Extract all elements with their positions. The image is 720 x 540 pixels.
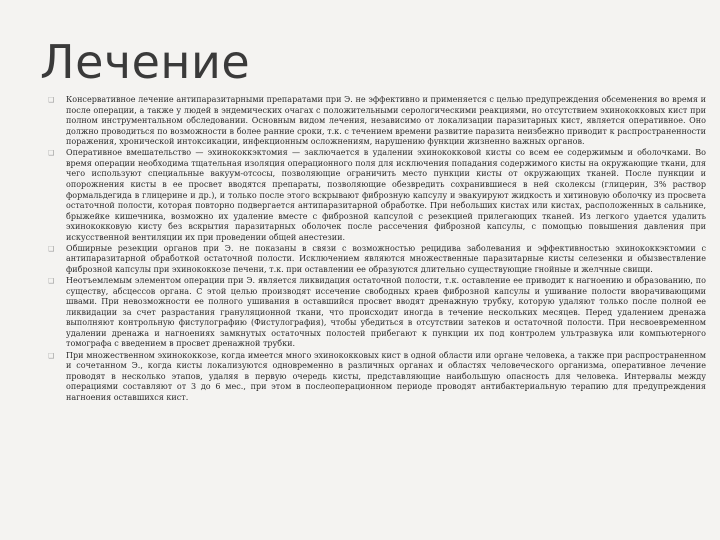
bullet-item bbox=[48, 95, 706, 148]
bullet-marker-icon: ❑ bbox=[48, 277, 55, 286]
bullet-item bbox=[48, 351, 706, 404]
bullet-text: При множественном эхинококкозе, когда имеется много эхинококковых кист в одной области или органе человека, а также при распространенном и сочетанном Э., когда кисты локализуются одновременно в различных органах и областях человеческого организма, оперативное лечение проводят в несколько этапов, удаляя в первую очередь кисты, представляющие наибольшую опасность для человека. Интервалы между операциями составляют от 3 до 6 мес., при этом в послеоперационном периоде проводят антибактериальную терапию для предупреждения нагноения оставшихся кист. bbox=[66, 350, 706, 402]
bullet-item bbox=[48, 148, 706, 243]
bullet-text: Консервативное лечение антипаразитарными препаратами при Э. не эффективно и применяется с целью предупреждения обсеменения во время и после операции, а также у людей в эндемических очагах с положительными серологическими реакциями, но отсутствием эхинококковых кист при полном инструментальном обследовании. Основным видом лечения, независимо от локализации паразитарных кист, является оперативное. Оно должно проводиться по возможности в более ранние сроки, т.к. с течением времени развитие паразита неизбежно приводит к распространенности поражения, хронической интоксикации, инфекционным осложнениям, нарушению функции жизненно важных органов. bbox=[66, 95, 706, 147]
bullet-item bbox=[48, 244, 706, 276]
bullet-text: Обширные резекции органов при Э. не показаны в связи с возможностью рецидива заболевания и эффективностью эхинококкэктомии с антипаразитарной обработкой остаточной полости. Исключением являются множественные паразитарные кисты селезенки и обызвествление фиброзной капсулы при эхинококкозе печени, т.к. при оставлении ее образуются длительно существующие гнойные и желчные свищи. bbox=[66, 243, 706, 274]
bullet-marker-icon: ❑ bbox=[48, 96, 55, 104]
bullet-list bbox=[48, 95, 706, 404]
bullet-text: Оперативное вмешательство — эхинококкэктомия — заключается в удалении эхинококковой кисты со всем ее содержимым и оболочками. Во время операции необходима тщательная изоляция операционного поля для исключения попадания содержимого кисты на окружающие ткани, для чего используют специальные вакуум-отсосы, позволяющие ограничить место пункции кисты от окружающих тканей. После пункции и опорожнения кисты в ее просвет вводятся препараты, позволяющие обезвредить сохранившиеся в ней сколексы (глицерин, 3% раствор формальдегида в глицерине и др.), и только после этого вскрывают фиброзную капсулу и эвакуируют жидкость и хитиновую оболочку из просвета остаточной полости, которая повторно подвергается антипаразитарной обработке. При небольших кистах или кистах, расположенных в сальнике, брыжейке кишечника, возможно их удаление вместе с фиброзной капсулой с резекцией прилегающих тканей. Из легкого удается удалить эхинококковую кисту без вскрытия паразитарных оболочек после рассечения фиброзной капсулы, с помощью повышения давления при искусственной вентиляции их при проведении общей анестезии. bbox=[66, 148, 706, 242]
slide-title: Лечение bbox=[40, 35, 251, 89]
bullet-text: Неотъемлемым элементом операции при Э. является ликвидация остаточной полости, т.к. оставление ее приводит к нагноению и образованию, по существу, абсцессов органа. С этой целью производят иссечение свободных краев фиброзной капсулы и ушивание полости вворачивающими швами. При невозможности ее полного ушивания в оставшийся просвет вводят дренажную трубку, которую удаляют только после полной ее ликвидации за счет разрастания грануляционной ткани, что происходит иногда в течение нескольких месяцев. Перед удалением дренажа выполняют контрольную фистулографию (Фистулография), чтобы убедиться в отсутствии затеков и остаточной полости. При несвоевременном удалении дренажа и нагноениях замкнутых остаточных полостей прибегают к пункции их под контролем ультразвука или компьютерного томографа с введением в просвет дренажной трубки. bbox=[66, 276, 706, 349]
bullet-marker-icon: ❑ bbox=[48, 149, 55, 158]
bullet-marker-icon: ❑ bbox=[48, 351, 55, 360]
bullet-marker-icon: ❑ bbox=[48, 244, 55, 253]
bullet-item bbox=[48, 276, 706, 350]
